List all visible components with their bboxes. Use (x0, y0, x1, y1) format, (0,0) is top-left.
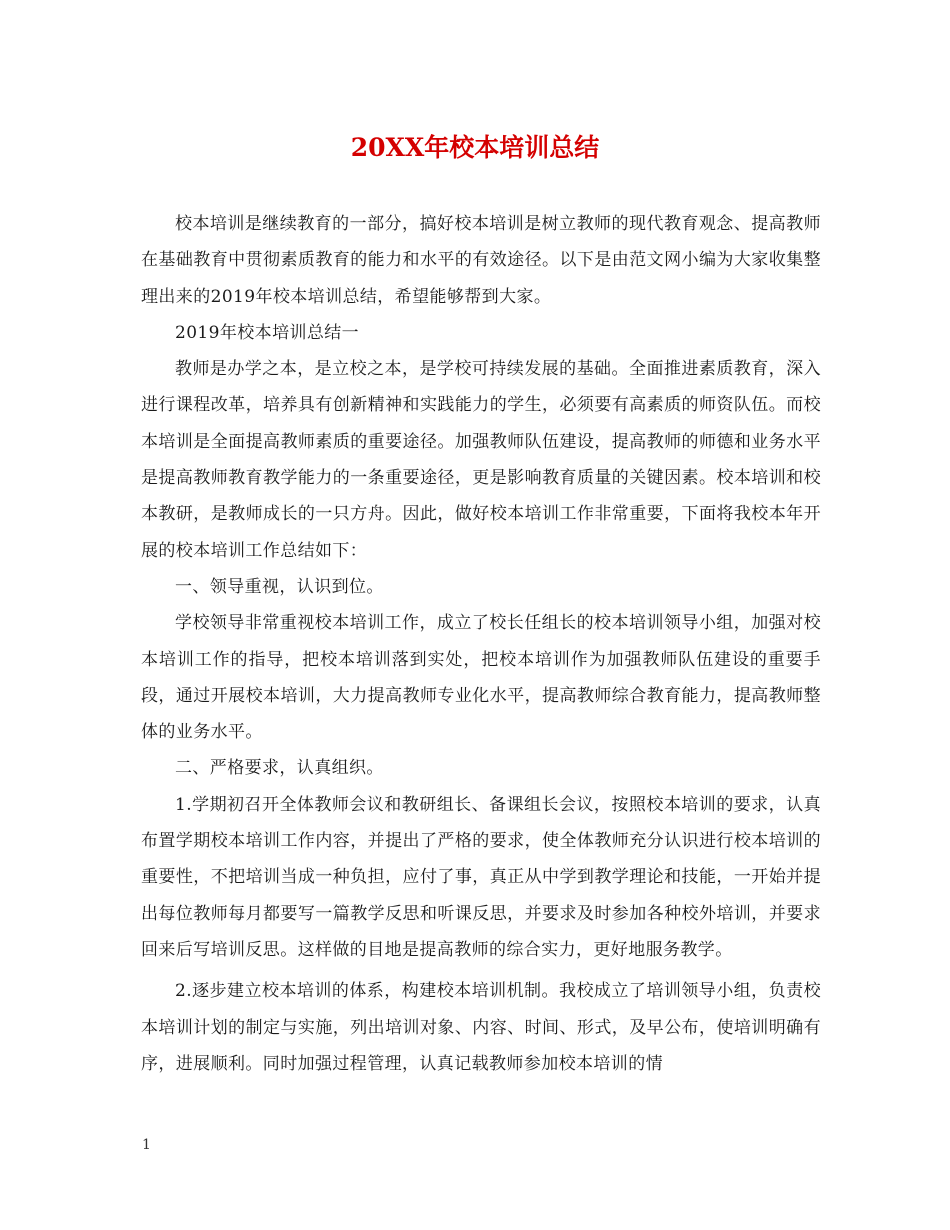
section-heading: 2019年校本培训总结一 (175, 322, 360, 343)
paragraph-intro: 校本培训是继续教育的一部分，搞好校本培训是树立教师的现代教育观念、提高教师在基础教育中贯彻素质教育的能力和水平的有效途径。以下是由范文网小编为大家收集整理出来的2019年校本培训总结，希望能够帮到大家。 (141, 214, 821, 307)
document-body (141, 206, 821, 1082)
paragraph-item-2: 2.逐步建立校本培训的体系，构建校本培训机制。我校成立了培训领导小组，负责校本培训计划的制定与实施，列出培训对象、内容、时间、形式，及早公布，使培训明确有序，进展顺利。同时加强过程管理，认真记载教师参加校本培训的情 (141, 981, 821, 1074)
page-number: 1 (142, 1137, 151, 1153)
subheading-1: 一、领导重视，认识到位。 (175, 576, 384, 597)
paragraph: 教师是办学之本，是立校之本，是学校可持续发展的基础。全面推进素质教育，深入进行课程改革，培养具有创新精神和实践能力的学生，必须要有高素质的师资队伍。而校本培训是全面提高教师素质的重要途径。加强教师队伍建设，提高教师的师德和业务水平是提高教师教育教学能力的一条重要途径，更是影响教育质量的关键因素。校本培训和校本教研，是教师成长的一只方舟。因此，做好校本培训工作非常重要，下面将我校本年开展的校本培训工作总结如下： (141, 359, 821, 561)
document-title: 20XX年校本培训总结 (350, 133, 600, 162)
paragraph: 学校领导非常重视校本培训工作，成立了校长任组长的校本培训领导小组，加强对校本培训工作的指导，把校本培训落到实处，把校本培训作为加强教师队伍建设的重要手段，通过开展校本培训，大力提高教师专业化水平，提高教师综合教育能力，提高教师整体的业务水平。 (141, 613, 821, 743)
paragraph-item-1: 1.学期初召开全体教师会议和教研组长、备课组长会议，按照校本培训的要求，认真布置学期校本培训工作内容，并提出了严格的要求，使全体教师充分认识进行校本培训的重要性，不把培训当成一种负担，应付了事，真正从中学到教学理论和技能，一开始并提出每位教师每月都要写一篇教学反思和听课反思，并要求及时参加各种校外培训，并要求回来后写培训反思。这样做的目地是提高教师的综合实力，更好地服务教学。 (141, 794, 821, 960)
subheading-2: 二、严格要求，认真组织。 (175, 758, 384, 779)
